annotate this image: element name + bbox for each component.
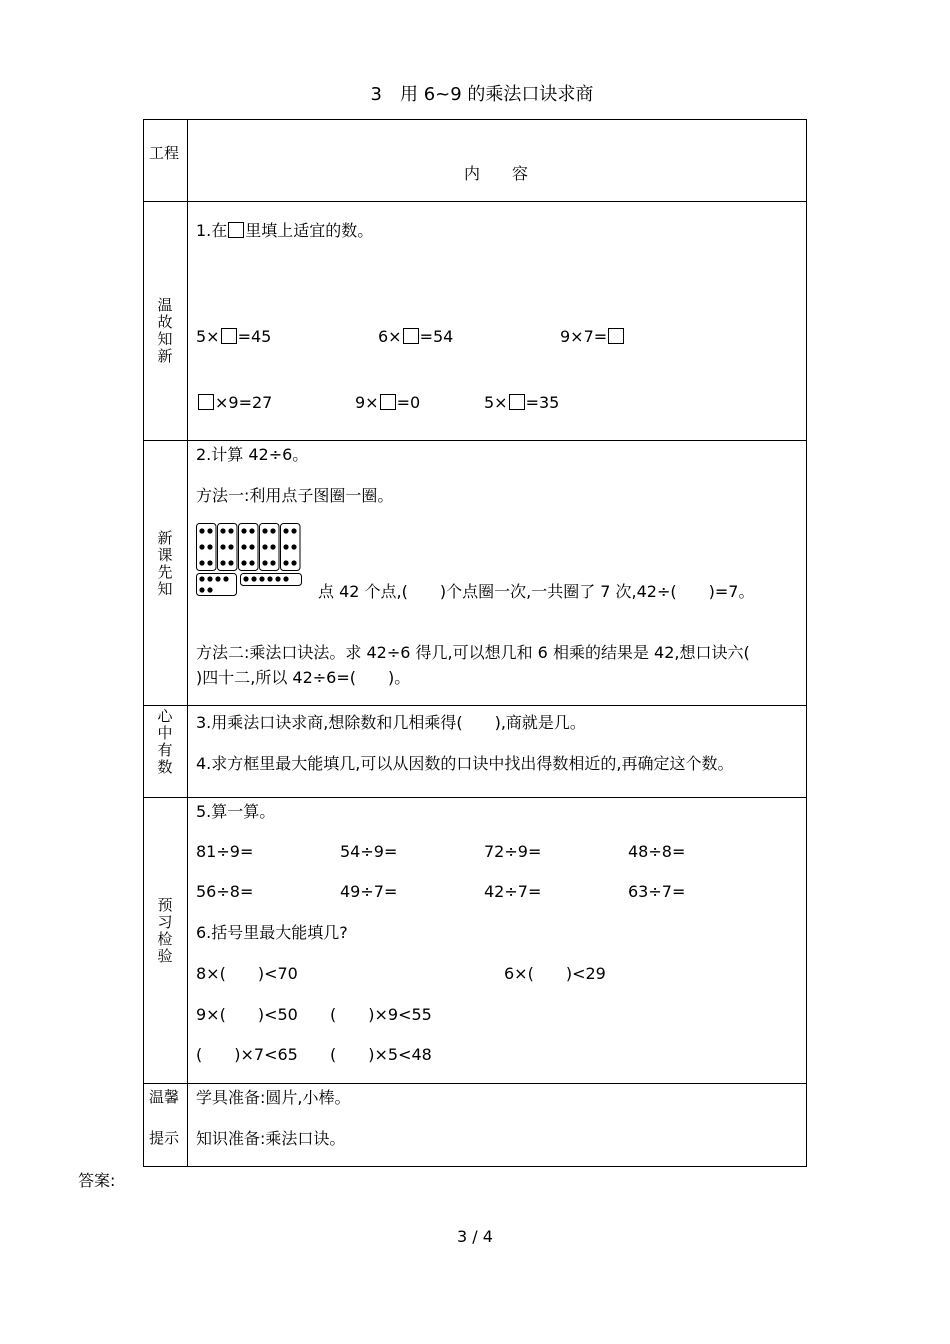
row-divider — [143, 440, 807, 441]
equation-left: 9×7= — [560, 327, 608, 346]
dot — [207, 576, 212, 581]
inequality: 6×( )<29 — [504, 964, 606, 983]
question-1-suffix: 里填上适宜的数。 — [245, 221, 374, 240]
question-1-prefix: 1.在 — [196, 221, 228, 240]
dot — [215, 576, 220, 581]
dot — [270, 528, 275, 533]
inequality: ( )×5<48 — [330, 1045, 432, 1064]
dot — [220, 528, 225, 533]
inequality: ( )×9<55 — [330, 1005, 432, 1024]
section-label-check: 预习检验 — [157, 896, 173, 965]
dot — [207, 528, 212, 533]
division-problem: 72÷9= — [484, 842, 542, 861]
dot — [270, 560, 275, 565]
table-border-left — [143, 119, 144, 1167]
header-project: 工程 — [149, 144, 180, 162]
equation — [378, 328, 453, 345]
table-border-bottom — [143, 1166, 807, 1167]
dot — [262, 560, 267, 565]
dot — [220, 560, 225, 565]
equation-right: =35 — [525, 393, 560, 412]
dot — [241, 560, 246, 565]
dot — [199, 576, 204, 581]
dot — [199, 587, 204, 592]
dot — [199, 544, 204, 549]
dots-question: 点 42 个点,( )个点圈一次,一共圈了 7 次,42÷( )=7。 — [318, 582, 755, 601]
question-5: 5.算一算。 — [196, 802, 276, 821]
dot — [262, 528, 267, 533]
inequality: ( )×7<65 — [196, 1045, 298, 1064]
dot — [207, 544, 212, 549]
page-number: 3 / 4 — [457, 1227, 493, 1246]
question-6: 6.括号里最大能填几? — [196, 923, 348, 942]
equation-left: 5× — [196, 327, 220, 346]
column-divider — [187, 119, 188, 1167]
tip-knowledge: 知识准备:乘法口诀。 — [196, 1129, 346, 1148]
dot — [243, 576, 248, 581]
question-1 — [196, 222, 373, 239]
section-label-tips-bottom: 提示 — [149, 1129, 180, 1147]
header-content: 内 容 — [464, 164, 529, 183]
dot — [291, 544, 296, 549]
dot — [241, 528, 246, 533]
question-2: 2.计算 42÷6。 — [196, 445, 309, 464]
method-two-line-1: 方法二:乘法口诀法。求 42÷6 得几,可以想几和 6 相乘的结果是 42,想口诀六( — [196, 643, 750, 662]
equation-right: =45 — [237, 327, 272, 346]
inequality: 9×( )<50 — [196, 1005, 298, 1024]
row-divider — [143, 797, 807, 798]
method-one: 方法一:利用点子图圈一圈。 — [196, 486, 394, 505]
equation — [560, 328, 625, 345]
dot — [228, 528, 233, 533]
row-divider — [143, 201, 807, 202]
blank-box — [228, 222, 244, 238]
inequality: 8×( )<70 — [196, 964, 298, 983]
section-label-preview: 新课先知 — [157, 529, 173, 598]
section-label-review: 温故知新 — [157, 296, 173, 365]
equation — [197, 394, 272, 411]
question-4: 4.求方框里最大能填几,可以从因数的口诀中找出得数相近的,再确定这个数。 — [196, 754, 734, 773]
equation-right: =54 — [419, 327, 454, 346]
dot — [259, 576, 264, 581]
division-problem: 48÷8= — [628, 842, 686, 861]
section-label-mind: 心中有数 — [157, 707, 173, 776]
dot — [251, 576, 256, 581]
dot — [249, 528, 254, 533]
dot — [291, 528, 296, 533]
section-label-tips-top: 温馨 — [149, 1088, 180, 1106]
answer-box[interactable] — [198, 394, 214, 410]
equation — [196, 328, 271, 345]
dot — [291, 560, 296, 565]
dot — [275, 576, 280, 581]
division-problem: 63÷7= — [628, 882, 686, 901]
dot — [270, 544, 275, 549]
division-problem: 49÷7= — [340, 882, 398, 901]
answer-label: 答案: — [78, 1171, 116, 1190]
method-two-line-2: )四十二,所以 42÷6=( )。 — [196, 668, 411, 687]
dot — [249, 560, 254, 565]
table-border-right — [806, 119, 807, 1167]
dot — [199, 560, 204, 565]
dot — [228, 560, 233, 565]
dot — [283, 544, 288, 549]
table-border-top — [143, 119, 807, 120]
dot — [228, 544, 233, 549]
row-divider — [143, 1083, 807, 1084]
answer-box[interactable] — [403, 328, 419, 344]
equation-left: 5× — [484, 393, 508, 412]
question-3: 3.用乘法口诀求商,想除数和几相乘得( ),商就是几。 — [196, 713, 586, 732]
dot — [207, 560, 212, 565]
equation — [355, 394, 420, 411]
division-problem: 54÷9= — [340, 842, 398, 861]
equation — [484, 394, 559, 411]
answer-box[interactable] — [509, 394, 525, 410]
dot-diagram — [196, 523, 306, 599]
dot — [283, 528, 288, 533]
tip-tools: 学具准备:圆片,小棒。 — [196, 1088, 351, 1107]
equation-right: =0 — [396, 393, 421, 412]
dot — [207, 587, 212, 592]
dot — [220, 544, 225, 549]
equation-left: 9× — [355, 393, 379, 412]
answer-box[interactable] — [221, 328, 237, 344]
division-problem: 56÷8= — [196, 882, 254, 901]
dot — [283, 576, 288, 581]
dot — [199, 528, 204, 533]
division-problem: 81÷9= — [196, 842, 254, 861]
dot — [249, 544, 254, 549]
equation-left: 6× — [378, 327, 402, 346]
dot — [262, 544, 267, 549]
equation-right: ×9=27 — [215, 393, 273, 412]
dot — [267, 576, 272, 581]
answer-box[interactable] — [380, 394, 396, 410]
document-title: 3 用 6~9 的乘法口诀求商 — [370, 84, 594, 105]
dot — [241, 544, 246, 549]
dot — [223, 576, 228, 581]
dot — [283, 560, 288, 565]
answer-box[interactable] — [608, 328, 624, 344]
division-problem: 42÷7= — [484, 882, 542, 901]
row-divider — [143, 705, 807, 706]
